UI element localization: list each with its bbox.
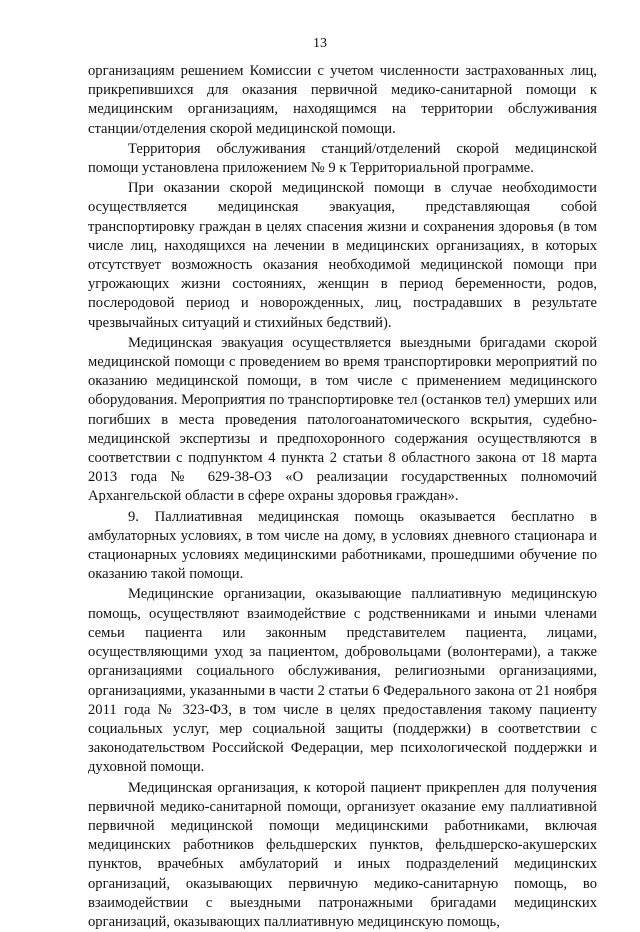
document-body [88,62,597,932]
paragraph-primary-palliative: Медицинская организация, к которой пациент прикреплен для получения первичной медико-санитарной помощи, организует оказание ему паллиативной первичной медицинской помощи медицинскими работниками, включая медицинских работников фельдшерских пунктов, фельдшерско-акушерских пунктов, врачебных амбулаторий и иных подразделений медицинских организаций, оказывающих первичную медико-санитарную помощь, во взаимодействии с выездными патронажными бригадами медицинских организаций, оказывающих паллиативную медицинскую помощь, [88,779,597,930]
paragraph-continuation: организациям решением Комиссии с учетом численности застрахованных лиц, прикрепившихся для оказания первичной медико-санитарной помощи к медицинским организациям, находящимся на территории обслуживания станции/отделения скорой медицинской помощи. [88,63,597,137]
paragraph-evacuation-teams: Медицинская эвакуация осуществляется выездными бригадами скорой медицинской помощи с проведением во время транспортировки мероприятий по оказанию медицинской помощи, в том числе с применением медицинского оборудования. Мероприятия по транспортировке тел (останков тел) умерших или погибших в места проведения патологоанатомического вскрытия, судебно-медицинской экспертизы и предпохоронного содержания осуществляются в соответствии с подпунктом 4 пункта 2 статьи 8 областного закона от 18 марта 2013 года № 629-38-ОЗ «О реализации государственных полномочий Архангельской области в сфере охраны здоровья граждан». [88,334,597,505]
paragraph-palliative-care: 9. Паллиативная медицинская помощь оказывается бесплатно в амбулаторных условиях, в том числе на дому, в условиях дневного стационара и стационарных условиях медицинскими работниками, прошедшими обучение по оказанию такой помощи. [88,508,597,583]
paragraph-medical-evacuation: При оказании скорой медицинской помощи в случае необходимости осуществляется медицинская эвакуация, представляющая собой транспортировку граждан в целях спасения жизни и сохранения здоровья (в том числе лиц, находящихся на лечении в медицинских организациях, в которых отсутствует возможность оказания необходимой медицинской помощи при угрожающих жизни состояниях, женщин в период беременности, родов, послеродовой период и новорожденных, лиц, пострадавших в результате чрезвычайных ситуаций и стихийных бедствий). [88,180,597,331]
paragraph-ambulance-territory: Территория обслуживания станций/отделений скорой медицинской помощи установлена приложением № 9 к Территориальной программе. [88,140,597,177]
page-number: 13 [313,36,327,51]
paragraph-palliative-organizations: Медицинские организации, оказывающие паллиативную медицинскую помощь, осуществляют взаимодействие с родственниками и иными членами семьи пациента или законным представителем пациента, лицами, осуществляющими уход за пациентом, добровольцами (волонтерами), а также организациями социального обслуживания, религиозными организациями, организациями, указанными в части 2 статьи 6 Федерального закона от 21 ноября 2011 года № 323-ФЗ, в том числе в целях предоставления такому пациенту социальных услуг, мер социальной защиты (поддержки) в соответствии с законодательством Российской Федерации, мер психологической поддержки и духовной помощи. [88,586,597,776]
